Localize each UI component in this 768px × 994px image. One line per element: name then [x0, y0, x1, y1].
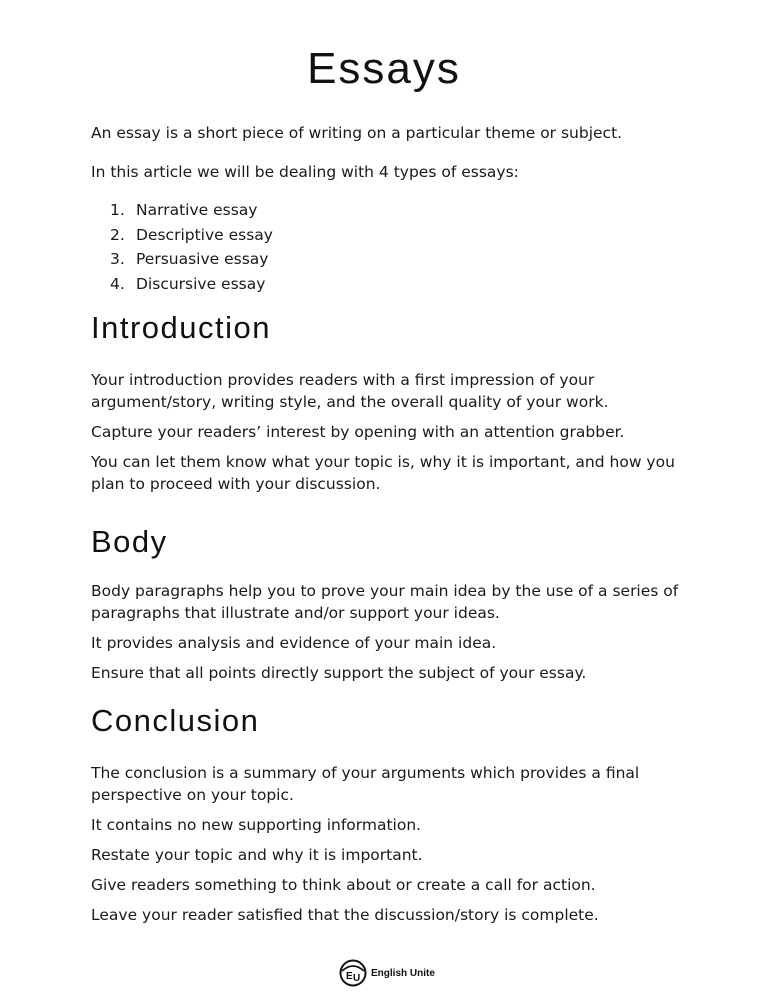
list-item-label: Narrative essay — [136, 201, 258, 219]
svg-text:E: E — [346, 971, 353, 982]
paragraph: It contains no new supporting information. — [91, 816, 422, 834]
paragraph: Leave your reader satisfied that the discussion/story is complete. — [91, 906, 599, 924]
list-item: 4. Discursive essay — [110, 274, 266, 293]
paragraph: Your introduction provides readers with a first impression of your argument/story, writing style, and the overall quality of your work. — [91, 371, 609, 411]
intro-definition: An essay is a short piece of writing on a particular theme or subject. — [91, 124, 623, 142]
list-item: 1. Narrative essay — [110, 201, 258, 219]
section-heading-introduction: Introduction — [91, 310, 271, 345]
intro-definition-block — [91, 122, 691, 144]
section-introduction — [91, 369, 711, 503]
section-heading-body: Body — [91, 524, 168, 559]
section-conclusion — [91, 762, 711, 934]
paragraph: You can let them know what your topic is, why it is important, and how you plan to proceed with your discussion. — [91, 453, 675, 493]
intro-types-lead: In this article we will be dealing with 4 types of essays: — [91, 163, 519, 181]
list-item-label: Descriptive essay — [136, 225, 273, 244]
eu-logo-icon — [338, 958, 368, 988]
paragraph: The conclusion is a summary of your arguments which provides a final perspective on your topic. — [91, 764, 640, 804]
page-title: Essays — [307, 44, 461, 93]
paragraph: Capture your readers’ interest by opening with an attention grabber. — [91, 423, 625, 441]
list-item-label: Persuasive essay — [136, 250, 269, 268]
footer-brand-name: English Unite — [371, 967, 435, 979]
essay-types-list — [110, 198, 273, 296]
list-item-label: Discursive essay — [136, 274, 266, 293]
list-item: 2. Descriptive essay — [110, 225, 273, 244]
intro-types-lead-block — [91, 161, 691, 183]
footer-brand — [338, 955, 435, 991]
section-body — [91, 580, 711, 692]
paragraph: Give readers something to think about or create a call for action. — [91, 876, 596, 894]
svg-text:U: U — [353, 973, 361, 984]
list-item: 3. Persuasive essay — [110, 250, 269, 268]
section-heading-conclusion: Conclusion — [91, 703, 260, 738]
paragraph: It provides analysis and evidence of your main idea. — [91, 634, 497, 652]
paragraph: Restate your topic and why it is important. — [91, 846, 423, 864]
paragraph: Body paragraphs help you to prove your main idea by the use of a series of paragraphs that illustrate and/or support your ideas. — [91, 582, 679, 622]
paragraph: Ensure that all points directly support the subject of your essay. — [91, 664, 587, 682]
